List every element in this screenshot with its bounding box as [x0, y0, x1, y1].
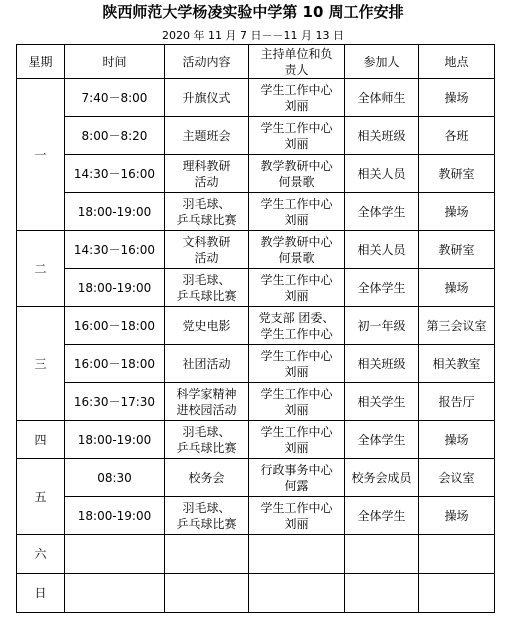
location-cell: 操场	[419, 421, 495, 459]
host-cell: 行政事务中心 何露	[249, 459, 345, 497]
time-cell: 14:30－16:00	[65, 155, 165, 193]
location-cell: 报告厅	[419, 383, 495, 421]
time-cell: 18:00-19:00	[65, 421, 165, 459]
activity-cell: 羽毛球、 乒乓球比赛	[165, 497, 249, 535]
header-participants: 参加人	[345, 45, 419, 79]
time-cell: 18:00-19:00	[65, 193, 165, 231]
time-cell: 14:30－16:00	[65, 231, 165, 269]
empty-cell	[419, 574, 495, 613]
header-activity: 活动内容	[165, 45, 249, 79]
participants-cell: 全体学生	[345, 193, 419, 231]
participants-cell: 全体学生	[345, 421, 419, 459]
empty-cell	[165, 535, 249, 574]
table-row	[17, 574, 495, 613]
table-row	[17, 497, 495, 535]
table-row	[17, 383, 495, 421]
time-cell: 16:00－18:00	[65, 345, 165, 383]
host-cell: 学生工作中心 刘丽	[249, 421, 345, 459]
host-cell: 学生工作中心 刘丽	[249, 345, 345, 383]
header-location: 地点	[419, 45, 495, 79]
host-cell: 党支部 团委、 学生工作中心	[249, 307, 345, 345]
location-cell: 操场	[419, 193, 495, 231]
participants-cell: 相关班级	[345, 345, 419, 383]
participants-cell: 初一年级	[345, 307, 419, 345]
time-cell: 7:40－8:00	[65, 79, 165, 117]
empty-cell	[249, 574, 345, 613]
table-row	[17, 535, 495, 574]
host-cell: 学生工作中心 刘丽	[249, 269, 345, 307]
participants-cell: 相关班级	[345, 117, 419, 155]
location-cell: 操场	[419, 497, 495, 535]
day-cell: 四	[17, 421, 65, 459]
empty-cell	[345, 574, 419, 613]
empty-cell	[65, 535, 165, 574]
location-cell: 各班	[419, 117, 495, 155]
activity-cell: 羽毛球、 乒乓球比赛	[165, 421, 249, 459]
activity-cell: 升旗仪式	[165, 79, 249, 117]
header-weekday: 星期	[17, 45, 65, 79]
host-cell: 教学教研中心 何景歌	[249, 155, 345, 193]
time-cell: 16:00－18:00	[65, 307, 165, 345]
host-cell: 学生工作中心 刘丽	[249, 193, 345, 231]
table-row	[17, 307, 495, 345]
header-time: 时间	[65, 45, 165, 79]
header-host: 主持单位和负 责人	[249, 45, 345, 79]
date-range: 2020 年 11 月 7 日－－11 月 13 日	[162, 29, 344, 42]
schedule-table	[16, 44, 495, 613]
empty-cell	[65, 574, 165, 613]
day-cell: 日	[17, 574, 65, 613]
page-title: 陕西师范大学杨凌实验中学第 10 周工作安排	[102, 3, 404, 21]
table-row	[17, 155, 495, 193]
day-cell: 二	[17, 231, 65, 307]
table-row	[17, 345, 495, 383]
location-cell: 会议室	[419, 459, 495, 497]
time-cell: 18:00-19:00	[65, 269, 165, 307]
location-cell: 教研室	[419, 155, 495, 193]
time-cell: 16:30－17:30	[65, 383, 165, 421]
activity-cell: 校务会	[165, 459, 249, 497]
empty-cell	[345, 535, 419, 574]
day-cell: 三	[17, 307, 65, 421]
host-cell: 学生工作中心 刘丽	[249, 79, 345, 117]
host-cell: 学生工作中心 刘丽	[249, 383, 345, 421]
table-row	[17, 231, 495, 269]
participants-cell: 全体学生	[345, 269, 419, 307]
empty-cell	[165, 574, 249, 613]
table-row	[17, 193, 495, 231]
activity-cell: 羽毛球、 乒乓球比赛	[165, 269, 249, 307]
participants-cell: 全体师生	[345, 79, 419, 117]
location-cell: 相关教室	[419, 345, 495, 383]
time-cell: 8:00－8:20	[65, 117, 165, 155]
day-cell: 六	[17, 535, 65, 574]
participants-cell: 相关人员	[345, 155, 419, 193]
table-row	[17, 117, 495, 155]
table-row	[17, 79, 495, 117]
location-cell: 教研室	[419, 231, 495, 269]
activity-cell: 社团活动	[165, 345, 249, 383]
location-cell: 第三会议室	[419, 307, 495, 345]
empty-cell	[249, 535, 345, 574]
header-row	[17, 45, 495, 79]
participants-cell: 全体学生	[345, 497, 419, 535]
activity-cell: 理科教研 活动	[165, 155, 249, 193]
participants-cell: 校务会成员	[345, 459, 419, 497]
day-cell: 一	[17, 79, 65, 231]
activity-cell: 主题班会	[165, 117, 249, 155]
table-row	[17, 421, 495, 459]
activity-cell: 文科教研 活动	[165, 231, 249, 269]
activity-cell: 党史电影	[165, 307, 249, 345]
empty-cell	[419, 535, 495, 574]
activity-cell: 科学家精神 进校园活动	[165, 383, 249, 421]
table-row	[17, 269, 495, 307]
activity-cell: 羽毛球、 乒乓球比赛	[165, 193, 249, 231]
host-cell: 教学教研中心 何景歌	[249, 231, 345, 269]
location-cell: 操场	[419, 269, 495, 307]
location-cell: 操场	[419, 79, 495, 117]
table-row	[17, 459, 495, 497]
host-cell: 学生工作中心 刘丽	[249, 117, 345, 155]
day-cell: 五	[17, 459, 65, 535]
host-cell: 学生工作中心 刘丽	[249, 497, 345, 535]
time-cell: 18:00-19:00	[65, 497, 165, 535]
participants-cell: 相关人员	[345, 231, 419, 269]
time-cell: 08:30	[65, 459, 165, 497]
participants-cell: 相关学生	[345, 383, 419, 421]
